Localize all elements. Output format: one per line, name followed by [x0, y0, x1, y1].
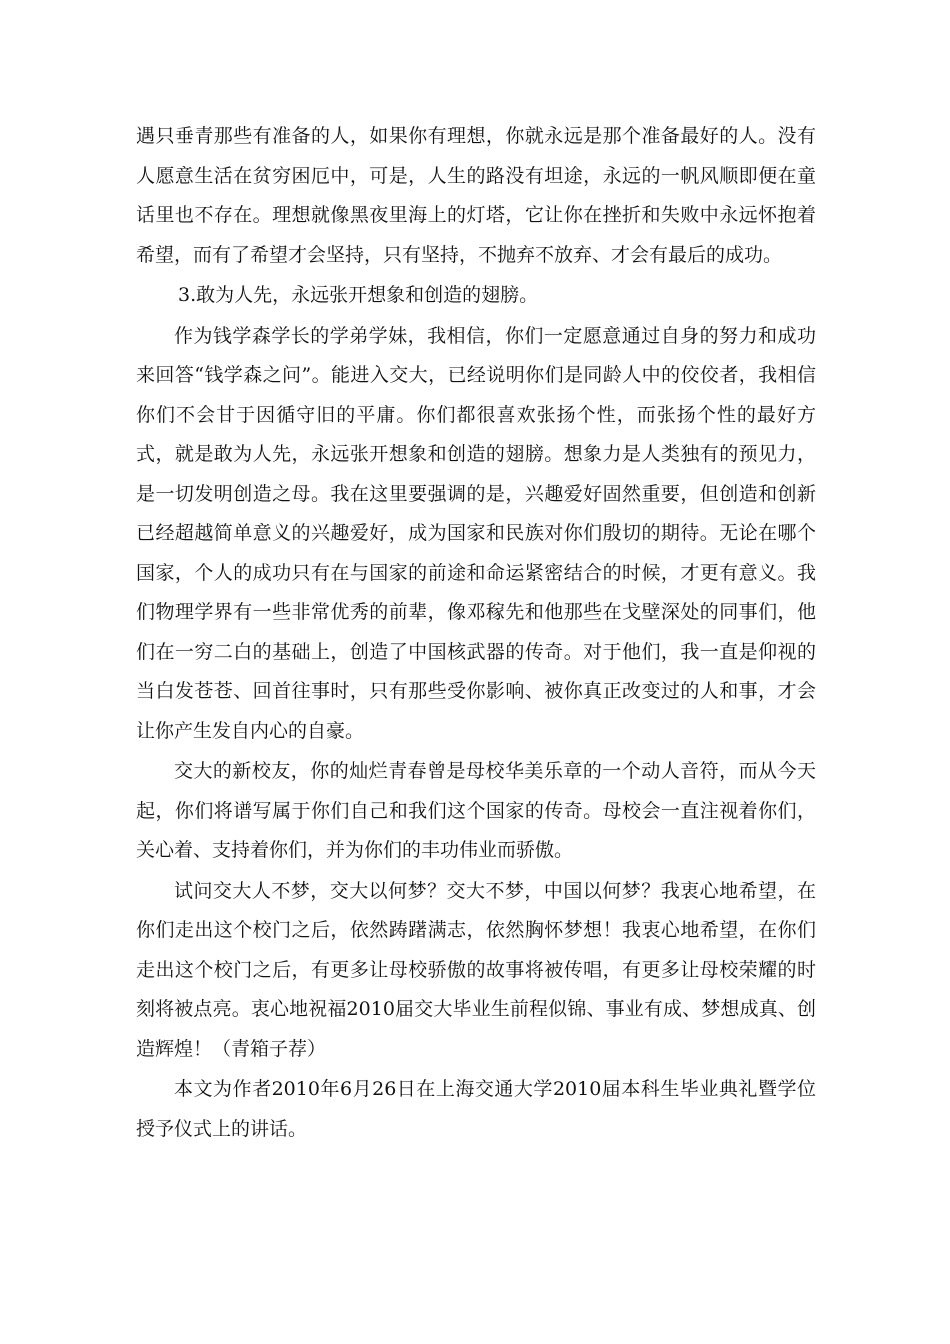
paragraph-dream: 试问交大人不梦，交大以何梦？交大不梦，中国以何梦？我衷心地希望，在你们走出这个校门之后，依然踌躇满志，依然胸怀梦想！我衷心地希望，在你们走出这个校门之后，有更多让母校骄傲的故事将被传唱，有更多让母校荣耀的时刻将被点亮。衷心地祝福2010届交大毕业生前程似锦、事业有成、梦想成真、创造辉煌！（青箱子荐）: [136, 879, 816, 1060]
paragraph-alumni: 交大的新校友，你的灿烂青春曾是母校华美乐章的一个动人音符，而从今天起，你们将谱写属于你们自己和我们这个国家的传奇。母校会一直注视着你们，关心着、支持着你们，并为你们的丰功伟业而骄傲。: [136, 760, 816, 861]
paragraph-source-note: 本文为作者2010年6月26日在上海交通大学2010届本科生毕业典礼暨学位授予仪式上的讲话。: [136, 1078, 816, 1140]
section-heading: 3.敢为人先，永远张开想象和创造的翅膀。: [178, 284, 539, 306]
paragraph-imagination: 作为钱学森学长的学弟学妹，我相信，你们一定愿意通过自身的努力和成功来回答“钱学森之问”。能进入交大，已经说明你们是同龄人中的佼佼者，我相信你们不会甘于因循守旧的平庸。你们都很喜欢张扬个性，而张扬个性的最好方式，就是敢为人先，永远张开想象和创造的翅膀。想象力是人类独有的预见力，是一切发明创造之母。我在这里要强调的是，兴趣爱好固然重要，但创造和创新已经超越简单意义的兴趣爱好，成为国家和民族对你们殷切的期待。无论在哪个国家，个人的成功只有在与国家的前途和命运紧密结合的时候，才更有意义。我们物理学界有一些非常优秀的前辈，像邓稼先和他那些在戈壁深处的同事们，他们在一穷二白的基础上，创造了中国核武器的传奇。对于他们，我一直是仰视的当白发苍苍、回首往事时，只有那些受你影响、被你真正改变过的人和事，才会让你产生发自内心的自豪。: [136, 324, 816, 742]
document-body: [136, 117, 816, 1150]
paragraph-continuation: 遇只垂青那些有准备的人，如果你有理想，你就永远是那个准备最好的人。没有人愿意生活在贫穷困厄中，可是，人生的路没有坦途，永远的一帆风顺即便在童话里也不存在。理想就像黑夜里海上的灯塔，它让你在挫折和失败中永远怀抱着希望，而有了希望才会坚持，只有坚持，不抛弃不放弃、才会有最后的成功。: [136, 125, 816, 266]
